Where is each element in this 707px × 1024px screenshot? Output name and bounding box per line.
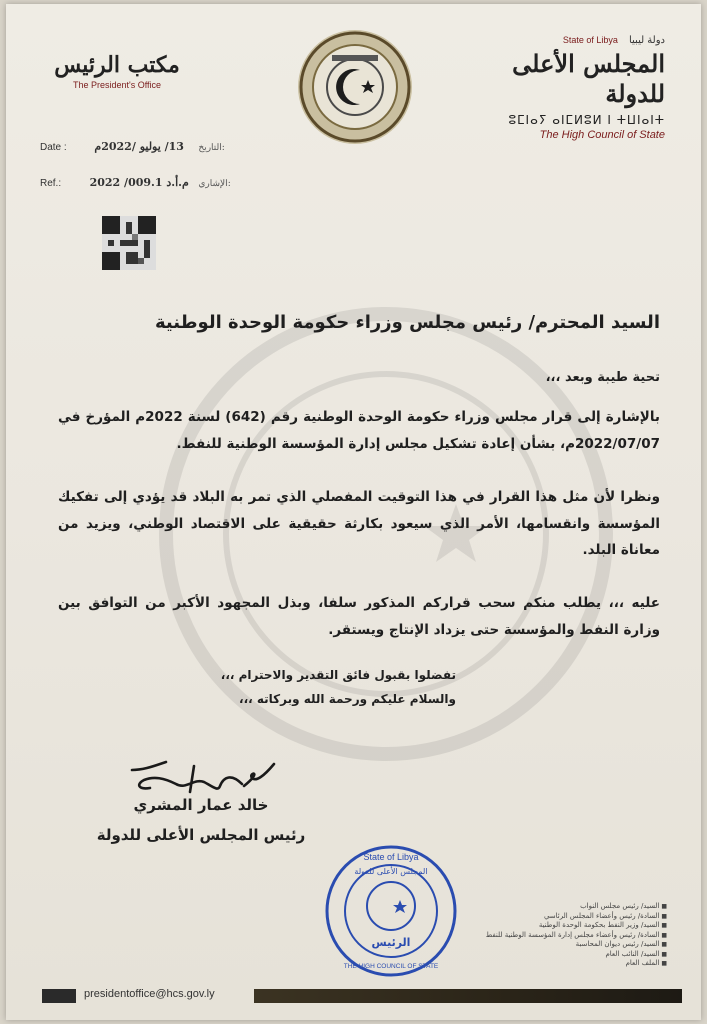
cc-item: ■ السادة/ رئيس وأعضاء مجلس إدارة المؤسسة الوطنية للنفط <box>487 931 667 941</box>
footer-email[interactable]: presidentoffice@hcs.gov.ly <box>84 988 215 1000</box>
signatory-title: رئيس المجلس الأعلى للدولة <box>96 826 306 844</box>
cc-item: ■ الملف العام <box>487 959 667 969</box>
date-value: 13/ يوليو /2022م <box>94 140 184 153</box>
council-name-ar: المجلس الأعلى للدولة <box>512 49 665 108</box>
stamp-ar-text: المجلس الأعلى للدولة <box>354 867 428 876</box>
paragraph-3: عليه ،،، يطلب منكم سحب قراركم المذكور سلفا، وبذل المجهود الأكبر من التوافق بين وزارة النفط والمؤسسة حتى يزداد الإنتاج ويستقر. <box>58 595 660 638</box>
state-ar-label: دولة ليبيا <box>628 35 665 46</box>
ref-label-ar: الإشاري: <box>198 179 231 189</box>
handwritten-signature-icon <box>124 756 284 800</box>
stamp-top-text: State of Libya <box>363 852 419 862</box>
cc-item: ■ السيد/ النائب العام <box>487 950 667 960</box>
ref-row <box>40 176 231 189</box>
paragraph-1: بالإشارة إلى قرار مجلس وزراء حكومة الوحدة الوطنية رقم (642) لسنة 2022م المؤرخ في 2022/07/07م، بشأن إعادة تشكيل مجلس إدارة المؤسسة الوطنية للنفط. <box>58 409 660 452</box>
date-row <box>40 140 225 153</box>
greeting: تحية طيبة وبعد ،،، <box>545 370 660 385</box>
date-label-ar: التاريخ: <box>198 143 225 153</box>
signatory-name: خالد عمار المشري <box>133 796 269 814</box>
cc-item: ■ السيد/ وزير النفط بحكومة الوحدة الوطنية <box>487 921 667 931</box>
state-en-label: State of Libya <box>562 35 618 45</box>
office-header <box>52 52 182 90</box>
cc-item: ■ السيد/ رئيس مجلس النواب <box>487 902 667 912</box>
date-label: Date : <box>40 142 67 153</box>
paragraph-2: ونظرا لأن مثل هذا القرار في هذا التوقيت المفصلي الذي تمر به البلاد قد يؤدي إلى تفكيك المؤسسة وانقسامها، الأمر الذي سيعود بكارثة حقيقية على الاقتصاد الوطني، ويزيد من معاناة البلد. <box>58 489 660 558</box>
office-name-ar: مكتب الرئيس <box>54 52 180 78</box>
closing-regards: تفضلوا بقبول فائق التقدير والاحترام ،،، <box>220 668 456 682</box>
stamp-bottom-text: THE HIGH COUNCIL OF STATE <box>343 963 439 970</box>
ref-label: Ref.: <box>40 178 62 189</box>
office-name-en: The President's Office <box>72 80 162 90</box>
state-seal-icon <box>296 28 414 146</box>
footer-right-bar <box>254 989 682 1003</box>
closing-salam: والسلام عليكم ورحمة الله وبركاته ،،، <box>239 692 456 706</box>
letter-page <box>6 4 701 1020</box>
footer-left-bar <box>42 989 76 1003</box>
stamp-center-text: الرئيس <box>371 936 411 949</box>
cc-item: ■ السيد/ رئيس ديوان المحاسبة <box>487 940 667 950</box>
ref-value: م.أ.د 009.1/ 2022 <box>89 176 189 189</box>
official-stamp-icon <box>324 844 458 978</box>
cc-item: ■ السادة/ رئيس وأعضاء المجلس الرئاسي <box>487 912 667 922</box>
council-name-tifinagh: ⵓⵎⵏⴰⵢ ⴰⵏⵎⵍⵓⵍ ⵏ ⵜⵡⵏⴰⵏⵜ <box>508 113 665 127</box>
salutation: السيد المحترم/ رئيس مجلس وزراء حكومة الوحدة الوطنية <box>154 312 660 333</box>
cc-list <box>487 902 667 969</box>
council-name-en: The High Council of State <box>539 129 665 141</box>
footer <box>42 989 682 1003</box>
council-header <box>465 28 665 141</box>
qr-code-icon <box>102 216 156 270</box>
